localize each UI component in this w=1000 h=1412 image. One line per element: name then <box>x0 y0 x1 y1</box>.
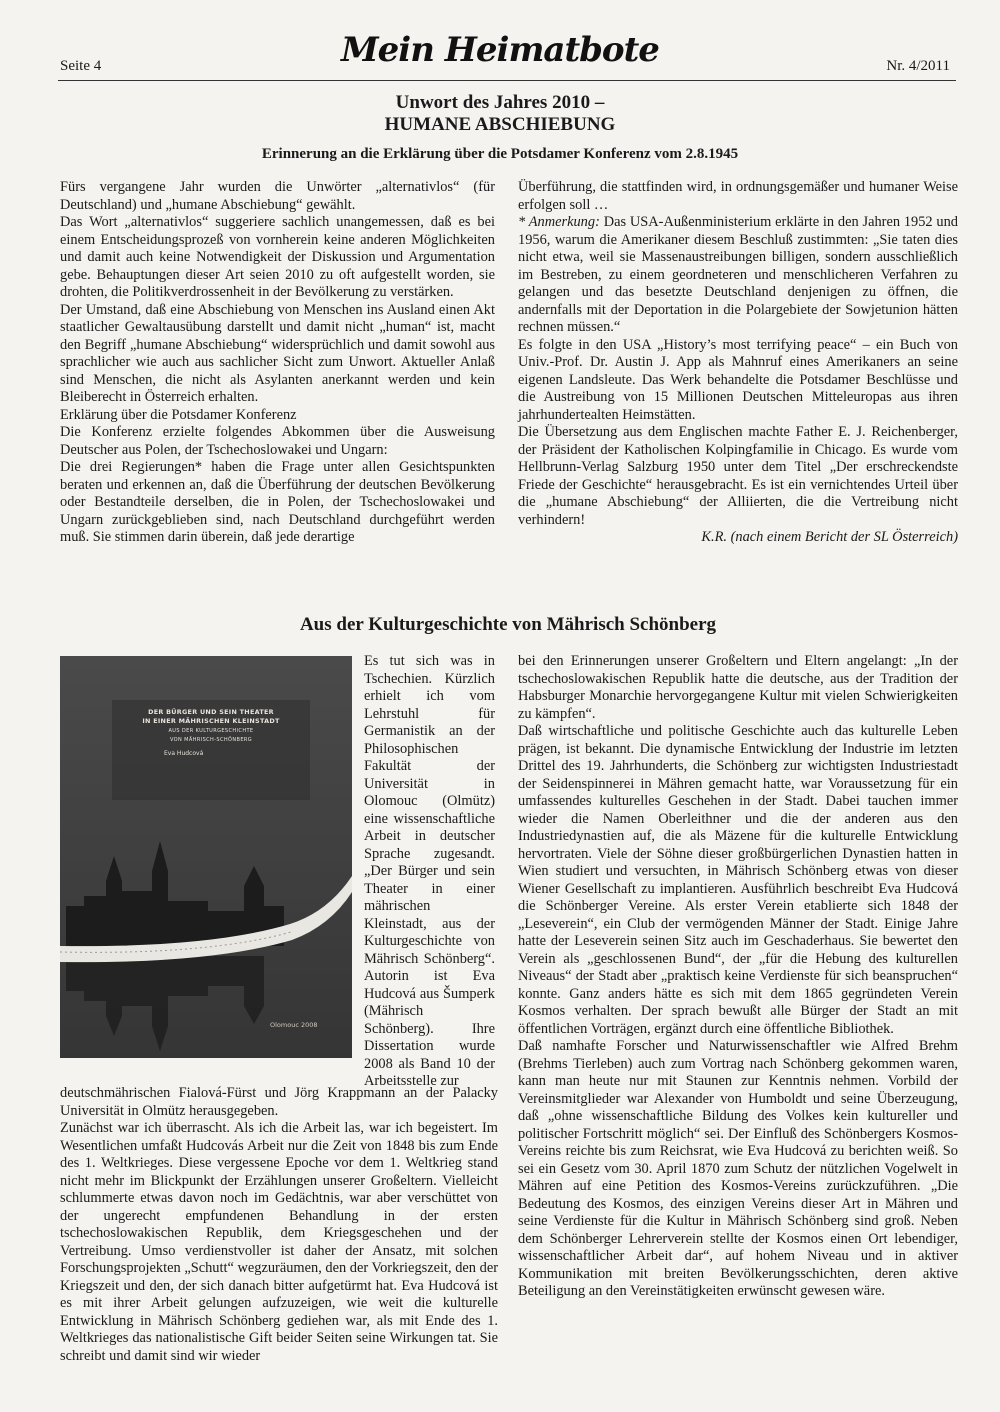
article2-side-text <box>364 653 495 1091</box>
book-cover-image <box>60 656 352 1058</box>
header-rule <box>58 80 956 81</box>
issue-number: Nr. 4/2011 <box>886 58 950 74</box>
article2-column-left <box>60 1085 498 1365</box>
paragraph: Es tut sich was in Tschechien. Kürzlich erhielt ich vom Lehrstuhl für Germanistik an der Philosophischen Fakultät der Universität in Olomouc (Olmütz) eine wissenschaftliche Arbeit in deutscher Sprache zugesandt. „Der Bürger und sein Theater in einer mährischen Kleinstadt, aus der Kulturgeschichte von Mährisch Schönberg“. Autorin ist Eva Hudcová aus Šumperk (Mährisch Schönberg). Ihre Dissertation wurde 2008 als Band 10 der Arbeitsstelle zur <box>364 653 495 1089</box>
article2-title: Aus der Kulturgeschichte von Mährisch Schönberg <box>299 614 717 635</box>
paragraph: deutschmährischen Fialová-Fürst und Jörg Krappmann an der Palacky Universität in Olmütz herausgegeben. <box>60 1085 498 1119</box>
section-heading: Erklärung über die Potsdamer Konferenz <box>60 406 297 423</box>
book-title-line2: IN EINER MÄHRISCHEN KLEINSTADT <box>142 717 280 725</box>
paragraph: Überführung, die stattfinden wird, in ordnungsgemäßer und humaner Weise erfolgen soll … <box>518 179 958 213</box>
book-author: Eva Hudcová <box>164 750 204 757</box>
book-subtitle-line1: AUS DER KULTURGESCHICHTE <box>168 728 254 734</box>
paragraph: Der Umstand, daß eine Abschiebung von Menschen ins Ausland einen Akt staatlicher Gewaltausübung darstellt und damit nicht „human“ ist, macht den Begriff „humane Abschiebung“ widersprüchlich und damit sowohl aus sprachlicher wie auch aus sachlicher Sicht zum Unwort. Aktueller Anlaß sind Menschen, die nicht als Asylanten anerkannt werden und kein Bleiberecht in Österreich erhalten. <box>60 301 495 405</box>
paragraph: Daß wirtschaftliche und politische Geschichte auch das kulturelle Leben prägen, ist bekannt. Die dynamische Entwicklung der Industrie im letzten Drittel des 19. Jahrhunderts, die Schönberg zur wichtigsten Industriestadt der Seidenspinnerei in Mähren gemacht hatte, war Voraussetzung für ein umfassendes kulturelles Geschehen in der Stadt. Dabei tauchen immer wieder die Namen Oberleithner und die der anderen aus den Industriedynastien auf, die als Mäzene für die kulturelle Entwicklung hervortraten. Viele der Söhne dieser großbürgerlichen Dynastien hatten in Wien studiert und versuchten, in Mährisch Schönberg etwas von dieser Wiener Gesellschaft zu implantieren. Ausführlich beschreibt Eva Hudcová die Schönberger Vereine. Als erster Verein etablierte sich 1848 der „Leseverein“, ein Club der vermögenden Männer der Stadt. Einige Jahre hatte der Leseverein seinen Sitz auch im Geschaderhaus. Sie bewertet den Verein als „geschlossenen Bund“, der „für die Hebung des kulturellen Niveaus“ der Stadt aber „praktisch keine Verdienste für sich beanspruchen“ konnte. Ganz anders hätte es sich mit dem 1865 gegründeten Verein Kosmos verhalten. Der sprach bewußt alle Bürger der Stadt an mit öffentlichen Vorträgen, ergänzt durch eine öffentliche Bibliothek. <box>518 723 958 1037</box>
annotation-label: * Anmerkung: <box>518 214 600 230</box>
article1-title-line2: HUMANE ABSCHIEBUNG <box>384 114 616 135</box>
book-place-year: Olomouc 2008 <box>270 1021 318 1029</box>
article1-column-right <box>518 179 958 547</box>
article1-title-line1: Unwort des Jahres 2010 – <box>395 92 605 113</box>
paragraph: Daß namhafte Forscher und Naturwissenschaftler wie Alfred Brehm (Brehms Tierleben) auch zum Vortrag nach Schönberg gekommen waren, kann man heute nur mit Staunen zur Kenntnis nehmen. Vorbild der Vereinsmitglieder war Alexander von Humboldt und seine Überzeugung, daß „ohne wissenschaftliche Bildung des Volkes kein kultureller und politischer Fortschritt möglich“ sei. Der Einfluß des Schönbergers Kosmos-Vereins reichte bis zum Reichsrat, wie Eva Hudcová zu berichten weiß. So sei ein Gesetz vom 30. April 1870 zum Schutz der nützlichen Vogelwelt in Mähren auf eine Petition des Kosmos-Vereins zurückzuführen. „Die Bedeutung des Kosmos, des einzigen Vereins dieser Art in Mähren und seine Verdienste für die Kultur in Mährisch Schönberg sind groß. Neben dem Schönberger Lehrerverein stellte der Kosmos einen Ort lebendiger, wissenschaftlicher Arbeit dar“, auf hohem Niveau und in aktiver Kommunikation mit breiten Bevölkerungsschichten, deren aktive Beteiligung an den Vereinstätigkeiten erwünscht gewesen wäre. <box>518 1038 958 1299</box>
paragraph: Es folgte in den USA „History’s most terrifying peace“ – ein Buch von Univ.-Prof. Dr. Austin J. App als Mahnruf eines Amerikaners an seine eigenen Landsleute. Das Werk behandelte die Potsdamer Beschlüsse und die Austreibung von 15 Millionen Deutschen Mitteleuropas aus ihren jahrhundertealten Heimstätten. <box>518 336 958 423</box>
article1-subtitle: Erinnerung an die Erklärung über die Potsdamer Konferenz vom 2.8.1945 <box>261 146 739 162</box>
paragraph: Die drei Regierungen* haben die Frage unter allen Gesichtspunkten beraten und erkennen an, daß die Überführung der deutschen Bevölkerung oder Bestandteile derselben, die in Polen, der Tschechoslowakei und Ungarn zurückgeblieben sind, nach Deutschland durchgeführt werden muß. Sie stimmen darin überein, daß jede derartige <box>60 459 495 545</box>
paragraph: Die Konferenz erzielte folgendes Abkommen über die Ausweisung Deutscher aus Polen, der Tschechoslowakei und Ungarn: <box>60 424 495 458</box>
page-number: Seite 4 <box>60 58 102 74</box>
article1-title <box>0 92 1000 136</box>
article1-column-left <box>60 179 495 547</box>
masthead-logo: Mein Heimatbote <box>341 30 659 70</box>
book-cover-text <box>116 708 306 757</box>
annotation-text: Das USA-Außenministerium erklärte in den Jahren 1952 und 1956, warum die Amerikaner diesem Beschluß zustimmten: „Sie taten dies nicht etwa, weil sie Massenaustreibungen billigen, sondern ausschließlich im Bestreben, zu einem geordneteren und menschlicheren Verfahren zu gelangen und das besetzte Deutschland denjenigen zu öffnen, die andernfalls mit der Deportation in die Polargebiete der Sowjetunion hätten rechnen müssen.“ <box>518 214 958 335</box>
paragraph: Fürs vergangene Jahr wurden die Unwörter „alternativlos“ (für Deutschland) und „humane Abschiebung“ gewählt. <box>60 179 495 213</box>
article2-column-right <box>518 653 958 1301</box>
annotation-paragraph <box>518 214 958 337</box>
paragraph: Zunächst war ich überrascht. Als ich die Arbeit las, war ich begeistert. Im Wesentlichen umfaßt Hudcovás Arbeit nur die Zeit von 1848 bis zum Ende des 1. Weltkrieges. Diese vergessene Epoche vor dem 1. Weltkrieg stand nicht mehr im Blickpunkt der Erzählungen unserer Großeltern. Vielleicht schlummerte etwas davon noch im Gedächtnis, war aber verschüttet von der ungerecht empfundenen Behandlung in der ersten tschechoslowakischen Republik, dem Kriegsgeschehen und der Vertreibung. Umso verdienstvoller ist daher der Ansatz, mit solchen Forschungsprojekten „Schutt“ wegzuräumen, den der Vorkriegszeit, den der Kriegszeit und den, der sich danach bitter aufgetürmt hat. Eva Hudcová ist es mit ihrer Arbeit gelungen aufzuzeigen, wie weit die kulturelle Entwicklung in Mährisch Schönberg gediehen war, als mit Ende des 1. Weltkrieges das nationalistische Gift beider Seiten seine Wirkungen tat. Sie schreibt und damit sind wir wieder <box>60 1120 498 1364</box>
article1-signature: K.R. (nach einem Bericht der SL Österreich) <box>701 529 958 545</box>
book-title-line1: DER BÜRGER UND SEIN THEATER <box>148 708 274 716</box>
paragraph: Die Übersetzung aus dem Englischen machte Father E. J. Reichenberger, der Präsident der Katholischen Kolpingfamilie in Chicago. Es wurde vom Hellbrunn-Verlag Salzburg 1950 unter dem Titel „Der erschreckendste Friede der Geschichte“ herausgebracht. Es ist ein vernichtendes Urteil über die „humane Abschiebung“ der Alliierten, die die Vertreibung nicht verhindern! <box>518 424 958 528</box>
book-subtitle-line2: VON MÄHRISCH-SCHÖNBERG <box>169 737 253 743</box>
paragraph: Das Wort „alternativlos“ suggeriere sachlich unangemessen, daß es bei einem Entscheidungsprozeß von vornherein keine anderen Möglichkeiten und damit auch keine Notwendigkeit der Diskussion und Argumentation gebe. Behauptungen dieser Art seien 2010 zu oft aufgestellt worden, sie drohten, die Politikverdrossenheit in der Bevölkerung zu verstärken. <box>60 214 495 300</box>
paragraph: bei den Erinnerungen unserer Großeltern und Eltern angelangt: „In der tschechoslowakischen Republik hatte die deutsche, aus der Tradition der Habsburger Monarchie hervorgegangene Kultur mit vielen Schwierigkeiten zu kämpfen“. <box>518 653 958 722</box>
